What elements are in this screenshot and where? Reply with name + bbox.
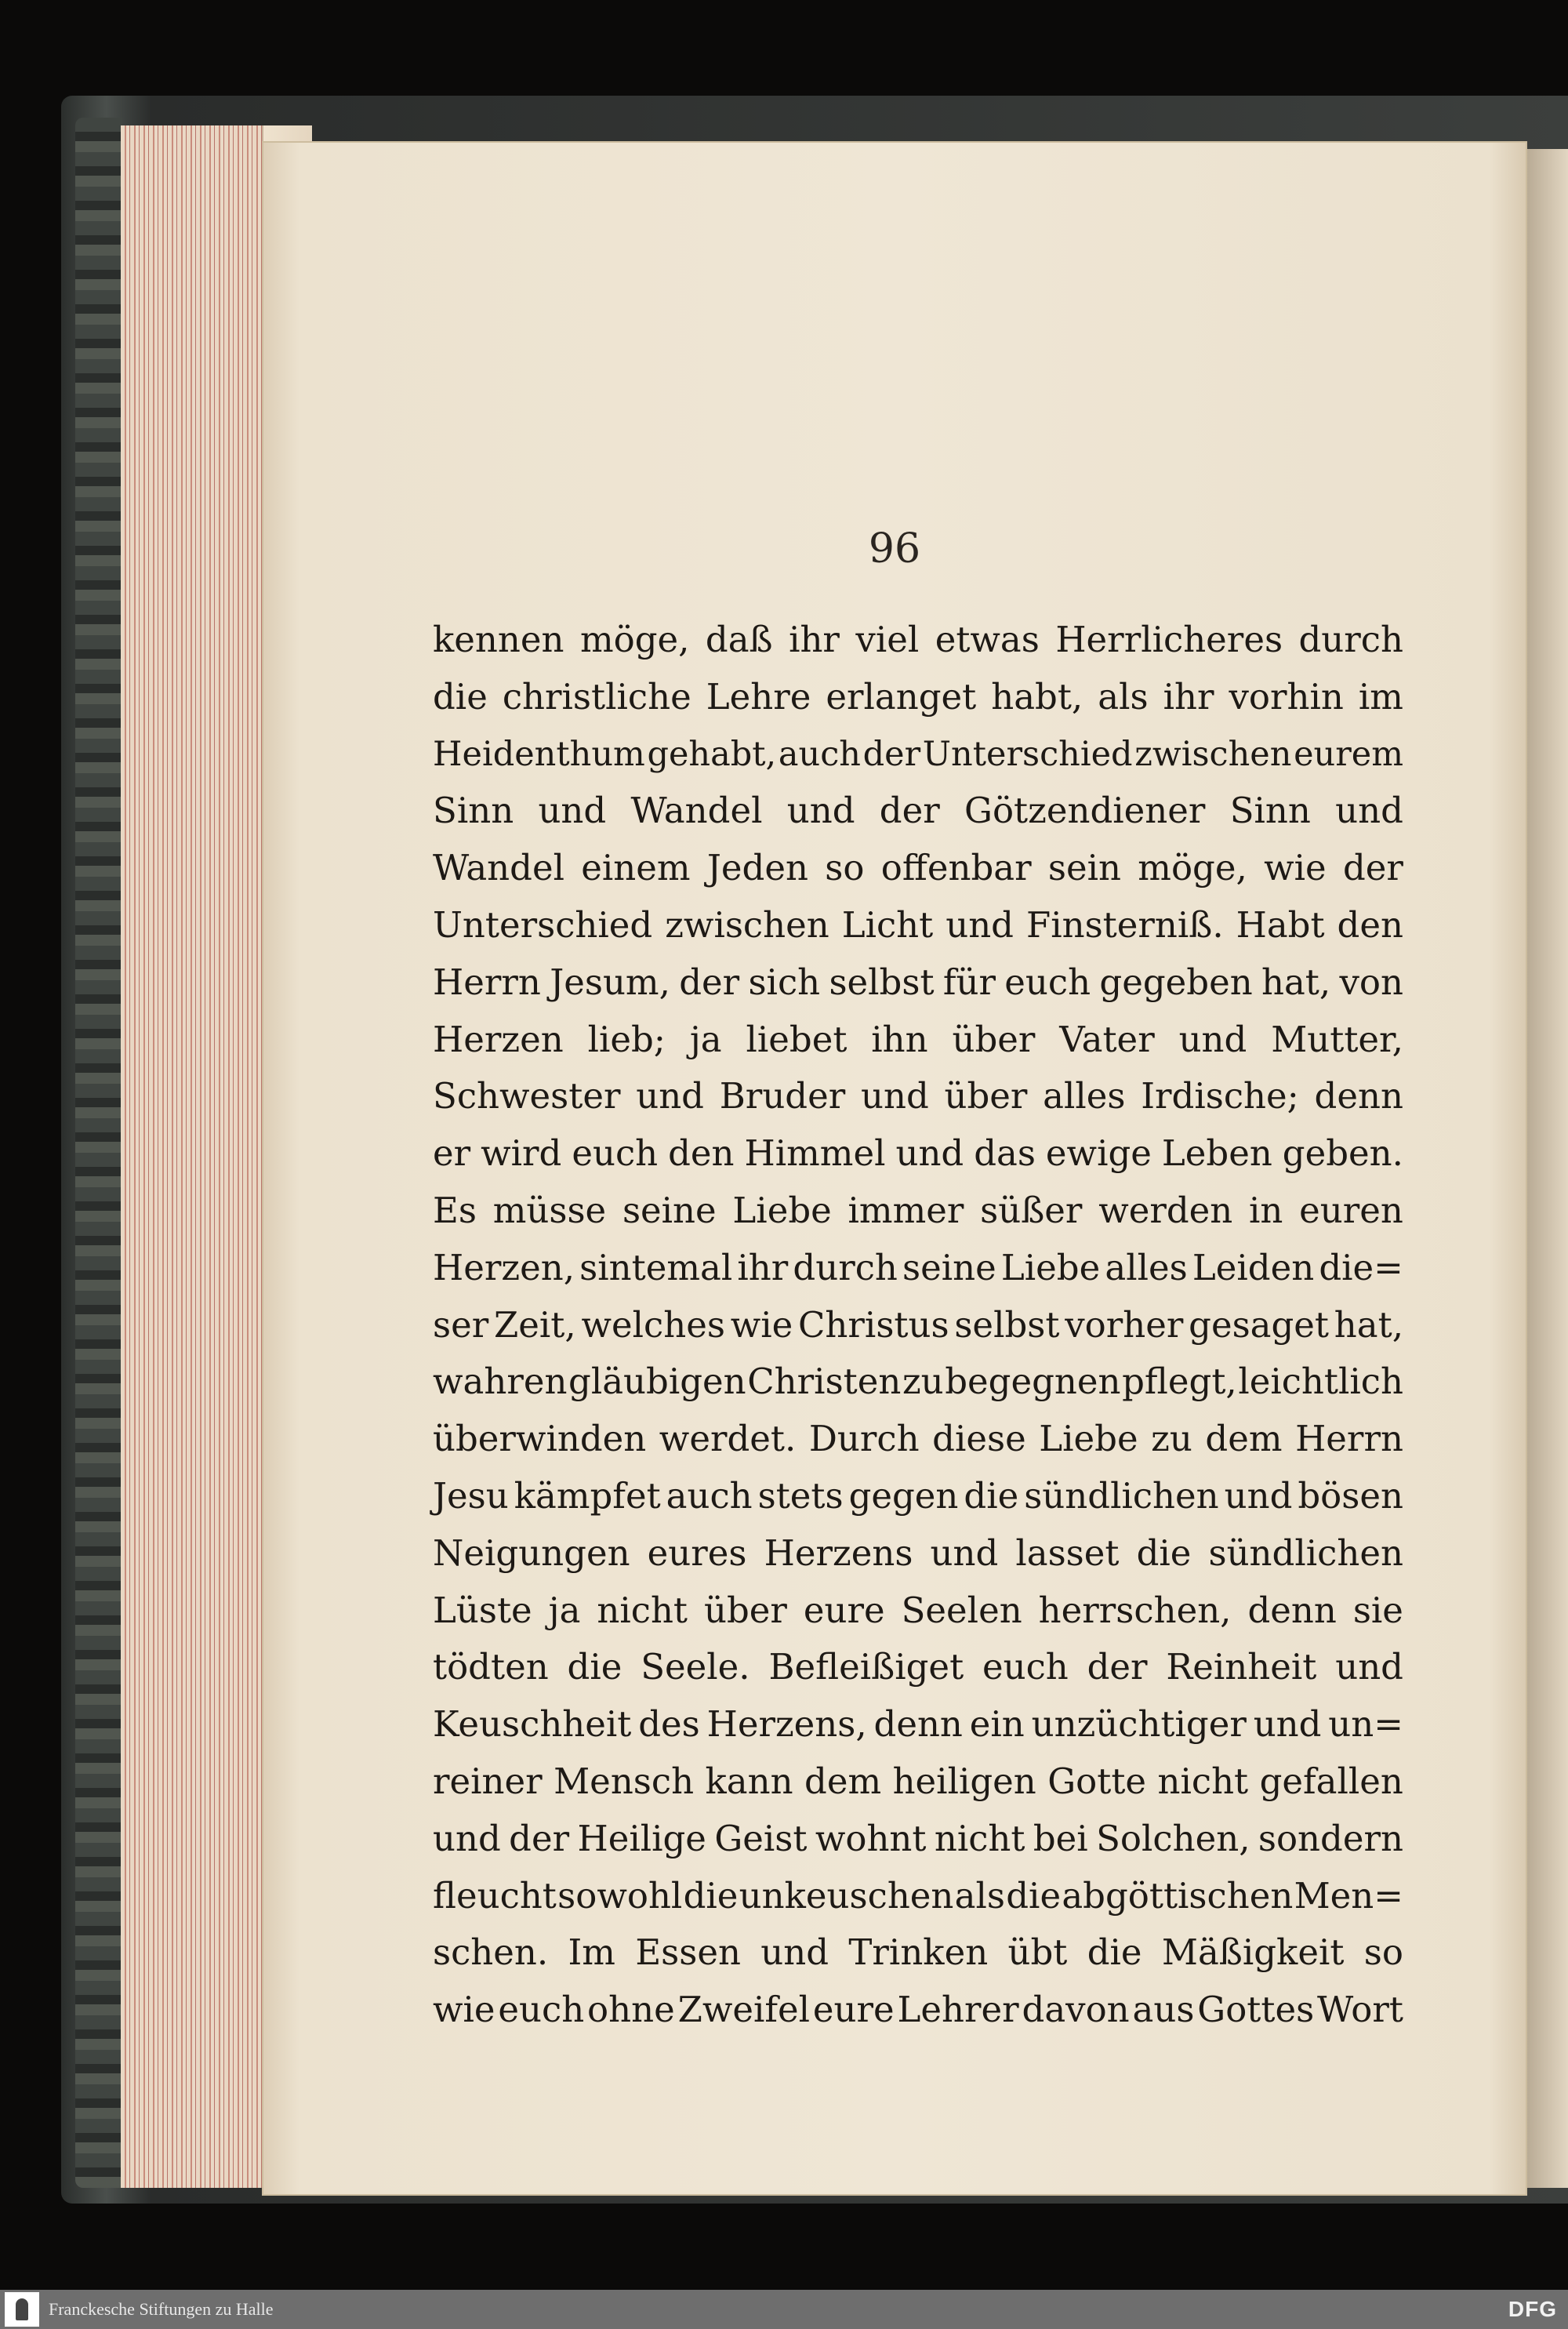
- text-line: Sinn und Wandel und der Götzendiener Sinn und: [433, 790, 1403, 832]
- footer-bar: [0, 2290, 1568, 2329]
- text-line: reiner Mensch kann dem heiligen Gotte nicht gefallen: [433, 1760, 1403, 1802]
- text-line: tödten die Seele. Befleißiget euch der Reinheit und: [433, 1646, 1403, 1688]
- page-number: 96: [868, 525, 921, 572]
- text-line: er wird euch den Himmel und das ewige Leben geben.: [433, 1132, 1403, 1175]
- text-line: die christliche Lehre erlanget habt, als ihr vorhin im: [433, 675, 1403, 718]
- page-text: [433, 612, 1403, 2039]
- institution-name: Franckesche Stiftungen zu Halle: [49, 2299, 274, 2319]
- text-line: Unterschied zwischen Licht und Finsterniß. Habt den: [433, 903, 1403, 946]
- text-line: und der Heilige Geist wohnt nicht bei Solchen, sondern: [433, 1817, 1403, 1859]
- text-line: ser Zeit, welches wie Christus selbst vorher gesaget hat,: [433, 1303, 1403, 1346]
- text-line: Herrn Jesum, der sich selbst für euch gegeben hat, von: [433, 961, 1403, 1003]
- text-line: überwinden werdet. Durch diese Liebe zu dem Herrn: [433, 1418, 1403, 1460]
- text-line: Heidenthum gehabt, auch der Unterschied zwischen eurem: [433, 734, 1403, 774]
- text-line: wahren gläubigen Christen zu begegnen pflegt, leichtlich: [433, 1361, 1403, 1403]
- institution-logo-icon: [5, 2292, 39, 2327]
- book-spine-edge: [75, 118, 122, 2188]
- text-line: Wandel einem Jeden so offenbar sein möge, wie der: [433, 847, 1403, 889]
- text-line: Schwester und Bruder und über alles Irdische; denn: [433, 1075, 1403, 1117]
- text-line: Es müsse seine Liebe immer süßer werden in euren: [433, 1189, 1403, 1231]
- text-line: Keuschheit des Herzens, denn ein unzüchtiger und un=: [433, 1703, 1403, 1746]
- text-line: Neigungen eures Herzens und lasset die sündlichen: [433, 1531, 1403, 1574]
- text-line: wie euch ohne Zweifel eure Lehrer davon aus Gottes Wort: [433, 1989, 1403, 2031]
- text-line: fleucht sowohl die unkeuschen als die abgöttischen Men=: [433, 1874, 1403, 1917]
- text-line: Herzen lieb; ja liebet ihn über Vater und Mutter,: [433, 1018, 1403, 1060]
- book-page: [262, 141, 1527, 2196]
- text-line: Jesu kämpfet auch stets gegen die sündlichen und bösen: [433, 1474, 1403, 1517]
- page-edges: [121, 125, 263, 2188]
- text-line: kennen möge, daß ihr viel etwas Herrlicheres durch: [433, 619, 1403, 660]
- dfg-logo: DFG: [1508, 2297, 1557, 2321]
- next-leaf-edge: [1527, 149, 1568, 2188]
- text-line: Herzen, sintemal ihr durch seine Liebe alles Leiden die=: [433, 1246, 1403, 1288]
- text-line: schen. Im Essen und Trinken übt die Mäßigkeit so: [433, 1931, 1403, 1974]
- text-line: Lüste ja nicht über eure Seelen herrschen, denn sie: [433, 1589, 1403, 1631]
